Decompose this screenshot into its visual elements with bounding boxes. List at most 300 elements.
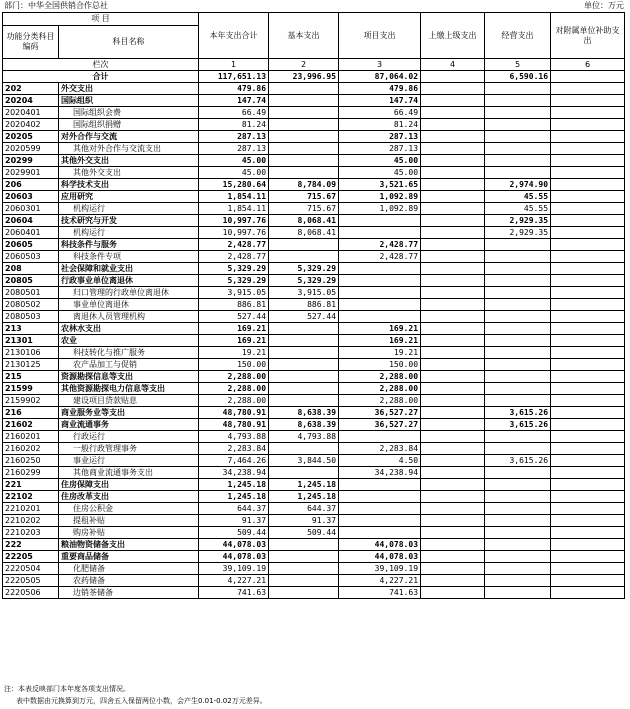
row-subject-name: 科技条件专项	[59, 251, 199, 263]
row-project: 287.13	[339, 131, 421, 143]
row-upper	[421, 527, 485, 539]
row-subject-name: 农业	[59, 335, 199, 347]
row-subject-name: 行政运行	[59, 431, 199, 443]
table-row	[3, 95, 625, 107]
row-subject-name: 资源勘探信息等支出	[59, 371, 199, 383]
row-total: 44,078.03	[199, 539, 269, 551]
table-row	[3, 515, 625, 527]
row-basic: 8,068.41	[269, 227, 339, 239]
row-subsidy	[551, 371, 625, 383]
row-code: 21301	[3, 335, 59, 347]
row-business	[485, 551, 551, 563]
row-project	[339, 287, 421, 299]
row-project	[339, 515, 421, 527]
row-basic: 91.37	[269, 515, 339, 527]
row-upper	[421, 215, 485, 227]
row-code: 2020599	[3, 143, 59, 155]
row-code: 2210201	[3, 503, 59, 515]
row-upper	[421, 479, 485, 491]
row-business	[485, 131, 551, 143]
row-subject-name: 重要商品储备	[59, 551, 199, 563]
row-code: 222	[3, 539, 59, 551]
row-basic: 3,915.05	[269, 287, 339, 299]
row-upper	[421, 395, 485, 407]
row-code: 2060401	[3, 227, 59, 239]
row-business	[485, 563, 551, 575]
row-subject-name: 粮油物资储备支出	[59, 539, 199, 551]
row-upper	[421, 407, 485, 419]
col-index-6: 6	[551, 59, 625, 71]
row-business	[485, 83, 551, 95]
row-subject-name: 其他资源勘探电力信息等支出	[59, 383, 199, 395]
row-subject-name: 住房保障支出	[59, 479, 199, 491]
row-code: 20299	[3, 155, 59, 167]
row-subject-name: 一般行政管理事务	[59, 443, 199, 455]
row-project	[339, 311, 421, 323]
row-business	[485, 311, 551, 323]
table-row	[3, 467, 625, 479]
footnotes	[4, 683, 267, 707]
table-row	[3, 443, 625, 455]
row-code: 22102	[3, 491, 59, 503]
row-code: 2080501	[3, 287, 59, 299]
row-project: 2,288.00	[339, 371, 421, 383]
unit-label: 单位：万元	[584, 1, 624, 10]
row-project: 1,092.89	[339, 191, 421, 203]
table-row	[3, 131, 625, 143]
table-row	[3, 167, 625, 179]
row-subject-name: 事业运行	[59, 455, 199, 467]
row-upper	[421, 419, 485, 431]
table-row	[3, 311, 625, 323]
table-row	[3, 551, 625, 563]
project-column-header: 项目支出	[339, 13, 421, 59]
row-business: 45.55	[485, 203, 551, 215]
row-subject-name: 科学技术支出	[59, 179, 199, 191]
table-row	[3, 347, 625, 359]
row-project: 39,109.19	[339, 563, 421, 575]
row-business: 2,929.35	[485, 227, 551, 239]
table-row	[3, 155, 625, 167]
row-code: 20604	[3, 215, 59, 227]
subject-name-header: 科目名称	[59, 26, 199, 59]
row-code: 2210203	[3, 527, 59, 539]
row-subject-name: 住房改革支出	[59, 491, 199, 503]
table-row	[3, 263, 625, 275]
row-basic: 1,245.18	[269, 491, 339, 503]
row-project: 44,078.03	[339, 539, 421, 551]
row-code: 2060503	[3, 251, 59, 263]
row-upper	[421, 515, 485, 527]
row-subsidy	[551, 275, 625, 287]
table-row	[3, 215, 625, 227]
row-project: 2,283.84	[339, 443, 421, 455]
row-project	[339, 263, 421, 275]
row-subject-name: 购房补贴	[59, 527, 199, 539]
row-total: 66.49	[199, 107, 269, 119]
footnote-1: 注：本表反映部门本年度各项支出情况。	[4, 685, 130, 693]
row-subsidy	[551, 239, 625, 251]
row-subject-name: 对外合作与交流	[59, 131, 199, 143]
col-index-4: 4	[421, 59, 485, 71]
row-project: 287.13	[339, 143, 421, 155]
table-row	[3, 503, 625, 515]
row-subject-name: 应用研究	[59, 191, 199, 203]
row-business	[485, 515, 551, 527]
row-subsidy	[551, 95, 625, 107]
row-code: 202	[3, 83, 59, 95]
table-row	[3, 107, 625, 119]
row-subject-name: 其他商业流通事务支出	[59, 467, 199, 479]
row-upper	[421, 587, 485, 599]
row-business	[485, 167, 551, 179]
row-business	[485, 347, 551, 359]
row-project: 169.21	[339, 335, 421, 347]
row-business	[485, 239, 551, 251]
row-total: 34,238.94	[199, 467, 269, 479]
row-basic	[269, 143, 339, 155]
row-upper	[421, 155, 485, 167]
row-subject-name: 外交支出	[59, 83, 199, 95]
table-row	[3, 527, 625, 539]
row-project: 1,092.89	[339, 203, 421, 215]
row-project: 45.00	[339, 167, 421, 179]
row-code: 20204	[3, 95, 59, 107]
row-code: 213	[3, 323, 59, 335]
row-code: 20805	[3, 275, 59, 287]
row-code: 2160299	[3, 467, 59, 479]
row-subsidy	[551, 467, 625, 479]
table-row	[3, 539, 625, 551]
row-upper	[421, 227, 485, 239]
row-upper	[421, 119, 485, 131]
row-business	[485, 467, 551, 479]
row-project: 2,288.00	[339, 383, 421, 395]
report-header	[0, 0, 630, 12]
row-project	[339, 479, 421, 491]
row-code: 2160202	[3, 443, 59, 455]
row-subsidy	[551, 107, 625, 119]
row-upper	[421, 299, 485, 311]
row-subsidy	[551, 491, 625, 503]
row-project: 19.21	[339, 347, 421, 359]
row-subject-name: 国际组织	[59, 95, 199, 107]
row-subsidy	[551, 119, 625, 131]
row-basic: 509.44	[269, 527, 339, 539]
row-total: 886.81	[199, 299, 269, 311]
total-row	[3, 71, 625, 83]
row-subject-name: 农产品加工与促销	[59, 359, 199, 371]
row-subject-name: 科技条件与服务	[59, 239, 199, 251]
row-subsidy	[551, 203, 625, 215]
row-business	[485, 299, 551, 311]
row-subsidy	[551, 455, 625, 467]
row-total: 10,997.76	[199, 215, 269, 227]
row-business	[485, 323, 551, 335]
row-subject-name: 其他对外合作与交流支出	[59, 143, 199, 155]
table-row	[3, 203, 625, 215]
table-row	[3, 191, 625, 203]
subsidy-column-header: 对附属单位补助支出	[551, 13, 625, 59]
row-basic: 715.67	[269, 191, 339, 203]
col-index-3: 3	[339, 59, 421, 71]
table-row	[3, 575, 625, 587]
total-column-header: 本年支出合计	[199, 13, 269, 59]
row-subject-name: 商业流通事务	[59, 419, 199, 431]
row-project: 2,428.77	[339, 251, 421, 263]
row-total: 45.00	[199, 155, 269, 167]
col-index-2: 2	[269, 59, 339, 71]
row-total: 4,227.21	[199, 575, 269, 587]
upper-column-header: 上缴上级支出	[421, 13, 485, 59]
row-basic	[269, 563, 339, 575]
row-subject-name: 国际组织会费	[59, 107, 199, 119]
row-subsidy	[551, 215, 625, 227]
row-business	[485, 479, 551, 491]
row-subsidy	[551, 131, 625, 143]
row-subsidy	[551, 323, 625, 335]
row-business	[485, 335, 551, 347]
table-row	[3, 239, 625, 251]
row-upper	[421, 203, 485, 215]
total-row-project: 87,064.02	[339, 71, 421, 83]
row-subsidy	[551, 575, 625, 587]
row-upper	[421, 575, 485, 587]
row-upper	[421, 551, 485, 563]
row-total: 287.13	[199, 131, 269, 143]
row-business: 3,615.26	[485, 407, 551, 419]
row-subject-name: 农药储备	[59, 575, 199, 587]
row-upper	[421, 143, 485, 155]
row-project: 81.24	[339, 119, 421, 131]
row-basic: 8,638.39	[269, 407, 339, 419]
row-upper	[421, 323, 485, 335]
row-business	[485, 107, 551, 119]
row-subject-name: 国际组织捐赠	[59, 119, 199, 131]
row-total: 44,078.03	[199, 551, 269, 563]
footnote-2: 表中数据由元换算到万元，四舍五入保留两位小数，会产生0.01-0.02万元差异。	[16, 697, 267, 705]
row-business: 3,615.26	[485, 455, 551, 467]
table-row	[3, 407, 625, 419]
row-business	[485, 395, 551, 407]
table-row	[3, 359, 625, 371]
row-subject-name: 商业服务业等支出	[59, 407, 199, 419]
row-subsidy	[551, 419, 625, 431]
row-subject-name: 农林水支出	[59, 323, 199, 335]
row-total: 1,245.18	[199, 479, 269, 491]
row-upper	[421, 491, 485, 503]
row-total: 45.00	[199, 167, 269, 179]
row-subsidy	[551, 179, 625, 191]
row-total: 527.44	[199, 311, 269, 323]
row-business	[485, 251, 551, 263]
row-subject-name: 住房公积金	[59, 503, 199, 515]
row-total: 509.44	[199, 527, 269, 539]
row-basic: 5,329.29	[269, 263, 339, 275]
row-project: 2,288.00	[339, 395, 421, 407]
row-subsidy	[551, 335, 625, 347]
row-subsidy	[551, 443, 625, 455]
row-upper	[421, 431, 485, 443]
total-row-basic: 23,996.95	[269, 71, 339, 83]
table-row	[3, 119, 625, 131]
row-subsidy	[551, 287, 625, 299]
total-row-upper	[421, 71, 485, 83]
row-code: 21602	[3, 419, 59, 431]
row-upper	[421, 455, 485, 467]
row-total: 91.37	[199, 515, 269, 527]
total-row-business: 6,590.16	[485, 71, 551, 83]
row-total: 48,780.91	[199, 419, 269, 431]
row-code: 2220506	[3, 587, 59, 599]
table-row	[3, 371, 625, 383]
row-basic	[269, 155, 339, 167]
item-group-header: 项 目	[3, 13, 199, 26]
row-total: 644.37	[199, 503, 269, 515]
row-total: 287.13	[199, 143, 269, 155]
row-basic: 3,844.50	[269, 455, 339, 467]
row-total: 2,288.00	[199, 371, 269, 383]
row-upper	[421, 107, 485, 119]
row-subject-name: 归口管理的行政单位离退休	[59, 287, 199, 299]
table-row	[3, 431, 625, 443]
department-label: 部门：中华全国供销合作总社	[4, 1, 108, 10]
business-column-header: 经营支出	[485, 13, 551, 59]
total-row-subsidy	[551, 71, 625, 83]
row-total: 4,793.88	[199, 431, 269, 443]
table-row	[3, 563, 625, 575]
row-basic: 644.37	[269, 503, 339, 515]
row-upper	[421, 347, 485, 359]
row-code: 2159902	[3, 395, 59, 407]
row-basic: 886.81	[269, 299, 339, 311]
row-upper	[421, 167, 485, 179]
row-subject-name: 其他外交支出	[59, 155, 199, 167]
row-total: 7,464.26	[199, 455, 269, 467]
table-row	[3, 227, 625, 239]
row-code: 2080503	[3, 311, 59, 323]
table-row	[3, 383, 625, 395]
row-total: 741.63	[199, 587, 269, 599]
row-upper	[421, 131, 485, 143]
row-subsidy	[551, 431, 625, 443]
row-project: 150.00	[339, 359, 421, 371]
row-business	[485, 539, 551, 551]
row-code: 20205	[3, 131, 59, 143]
row-upper	[421, 191, 485, 203]
row-project	[339, 431, 421, 443]
row-total: 1,854.11	[199, 203, 269, 215]
col-index-1: 1	[199, 59, 269, 71]
row-subject-name: 事业单位离退休	[59, 299, 199, 311]
row-code: 22205	[3, 551, 59, 563]
row-total: 2,288.00	[199, 383, 269, 395]
row-subject-name: 离退休人员管理机构	[59, 311, 199, 323]
row-basic: 8,638.39	[269, 419, 339, 431]
row-code: 2080502	[3, 299, 59, 311]
row-subsidy	[551, 563, 625, 575]
row-business	[485, 155, 551, 167]
row-subsidy	[551, 227, 625, 239]
row-subject-name: 建设项目贷款贴息	[59, 395, 199, 407]
row-project: 45.00	[339, 155, 421, 167]
row-index-label: 栏次	[3, 59, 199, 71]
row-basic	[269, 323, 339, 335]
row-upper	[421, 239, 485, 251]
row-total: 19.21	[199, 347, 269, 359]
row-upper	[421, 359, 485, 371]
row-business: 3,615.26	[485, 419, 551, 431]
row-subsidy	[551, 551, 625, 563]
row-project	[339, 215, 421, 227]
table-row	[3, 143, 625, 155]
table-row	[3, 287, 625, 299]
row-project: 4,227.21	[339, 575, 421, 587]
row-upper	[421, 371, 485, 383]
row-subsidy	[551, 311, 625, 323]
row-code: 2210202	[3, 515, 59, 527]
table-row	[3, 323, 625, 335]
row-code: 221	[3, 479, 59, 491]
row-basic: 5,329.29	[269, 275, 339, 287]
row-business	[485, 431, 551, 443]
row-total: 2,283.84	[199, 443, 269, 455]
row-project: 169.21	[339, 323, 421, 335]
row-business	[485, 143, 551, 155]
row-subject-name: 行政事业单位离退休	[59, 275, 199, 287]
table-row	[3, 479, 625, 491]
row-code: 2160201	[3, 431, 59, 443]
row-basic: 1,245.18	[269, 479, 339, 491]
row-subsidy	[551, 143, 625, 155]
table-row	[3, 299, 625, 311]
row-business	[485, 263, 551, 275]
row-upper	[421, 251, 485, 263]
row-total: 1,854.11	[199, 191, 269, 203]
row-subsidy	[551, 515, 625, 527]
row-basic	[269, 539, 339, 551]
row-subject-name: 机构运行	[59, 227, 199, 239]
row-total: 15,280.64	[199, 179, 269, 191]
row-subject-name: 化肥储备	[59, 563, 199, 575]
row-basic	[269, 443, 339, 455]
row-subsidy	[551, 83, 625, 95]
row-subsidy	[551, 251, 625, 263]
row-upper	[421, 443, 485, 455]
row-code: 2220505	[3, 575, 59, 587]
row-business: 45.55	[485, 191, 551, 203]
row-subsidy	[551, 191, 625, 203]
row-subject-name: 社会保障和就业支出	[59, 263, 199, 275]
row-total: 10,997.76	[199, 227, 269, 239]
table-row	[3, 179, 625, 191]
row-business	[485, 443, 551, 455]
row-project	[339, 299, 421, 311]
row-business	[485, 359, 551, 371]
row-basic	[269, 131, 339, 143]
table-row	[3, 251, 625, 263]
row-business	[485, 383, 551, 395]
row-subsidy	[551, 407, 625, 419]
row-basic	[269, 335, 339, 347]
row-business	[485, 587, 551, 599]
row-subsidy	[551, 527, 625, 539]
row-business	[485, 503, 551, 515]
row-basic	[269, 371, 339, 383]
row-business	[485, 575, 551, 587]
row-subsidy	[551, 299, 625, 311]
row-basic	[269, 239, 339, 251]
